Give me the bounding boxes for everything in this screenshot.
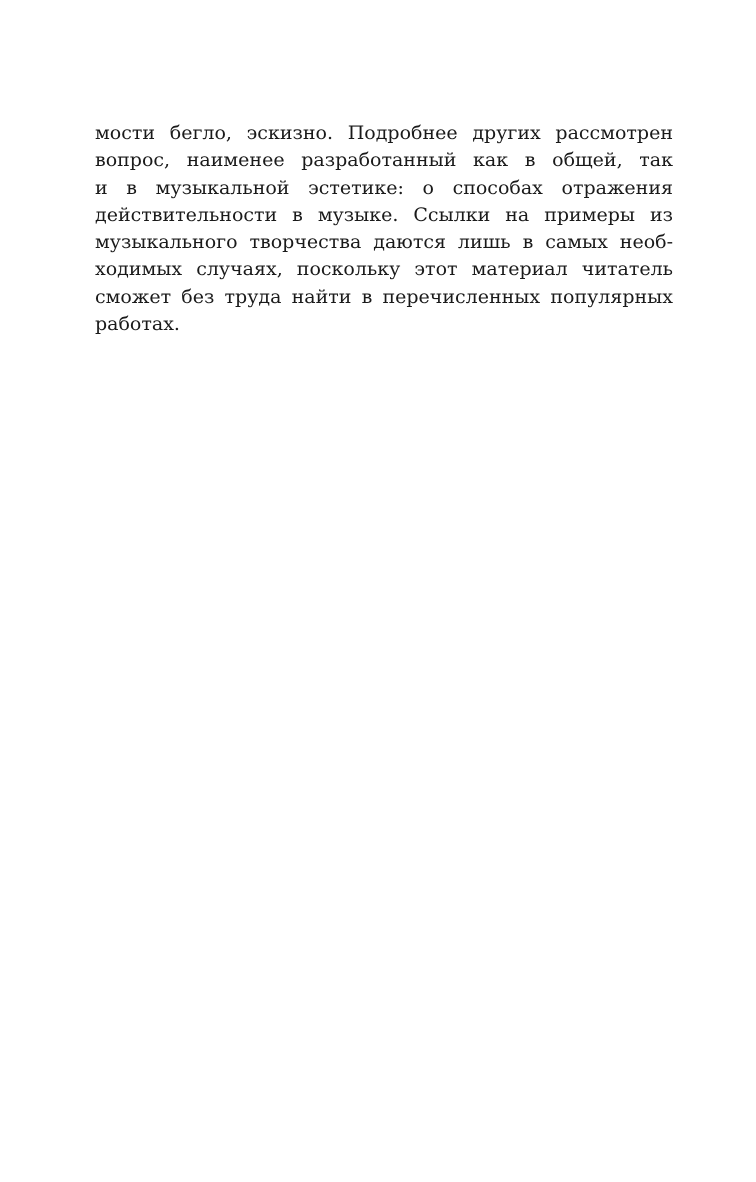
- text-line: музыкального творчества даются лишь в самых необ-: [95, 231, 673, 254]
- text-line: ходимых случаях, поскольку этот материал читатель: [95, 258, 673, 281]
- text-line: действительности в музыке. Ссылки на примеры из: [95, 203, 673, 226]
- text-line-last: работах.: [95, 313, 180, 336]
- body-paragraph: [95, 120, 673, 338]
- text-line: сможет без труда найти в перечисленных популярных: [95, 285, 673, 308]
- text-line: мости бегло, эскизно. Подробнее других рассмотрен: [95, 122, 673, 144]
- text-line: вопрос, наименее разработанный как в общей, так: [95, 149, 673, 172]
- text-line: и в музыкальной эстетике: о способах отражения: [95, 176, 673, 199]
